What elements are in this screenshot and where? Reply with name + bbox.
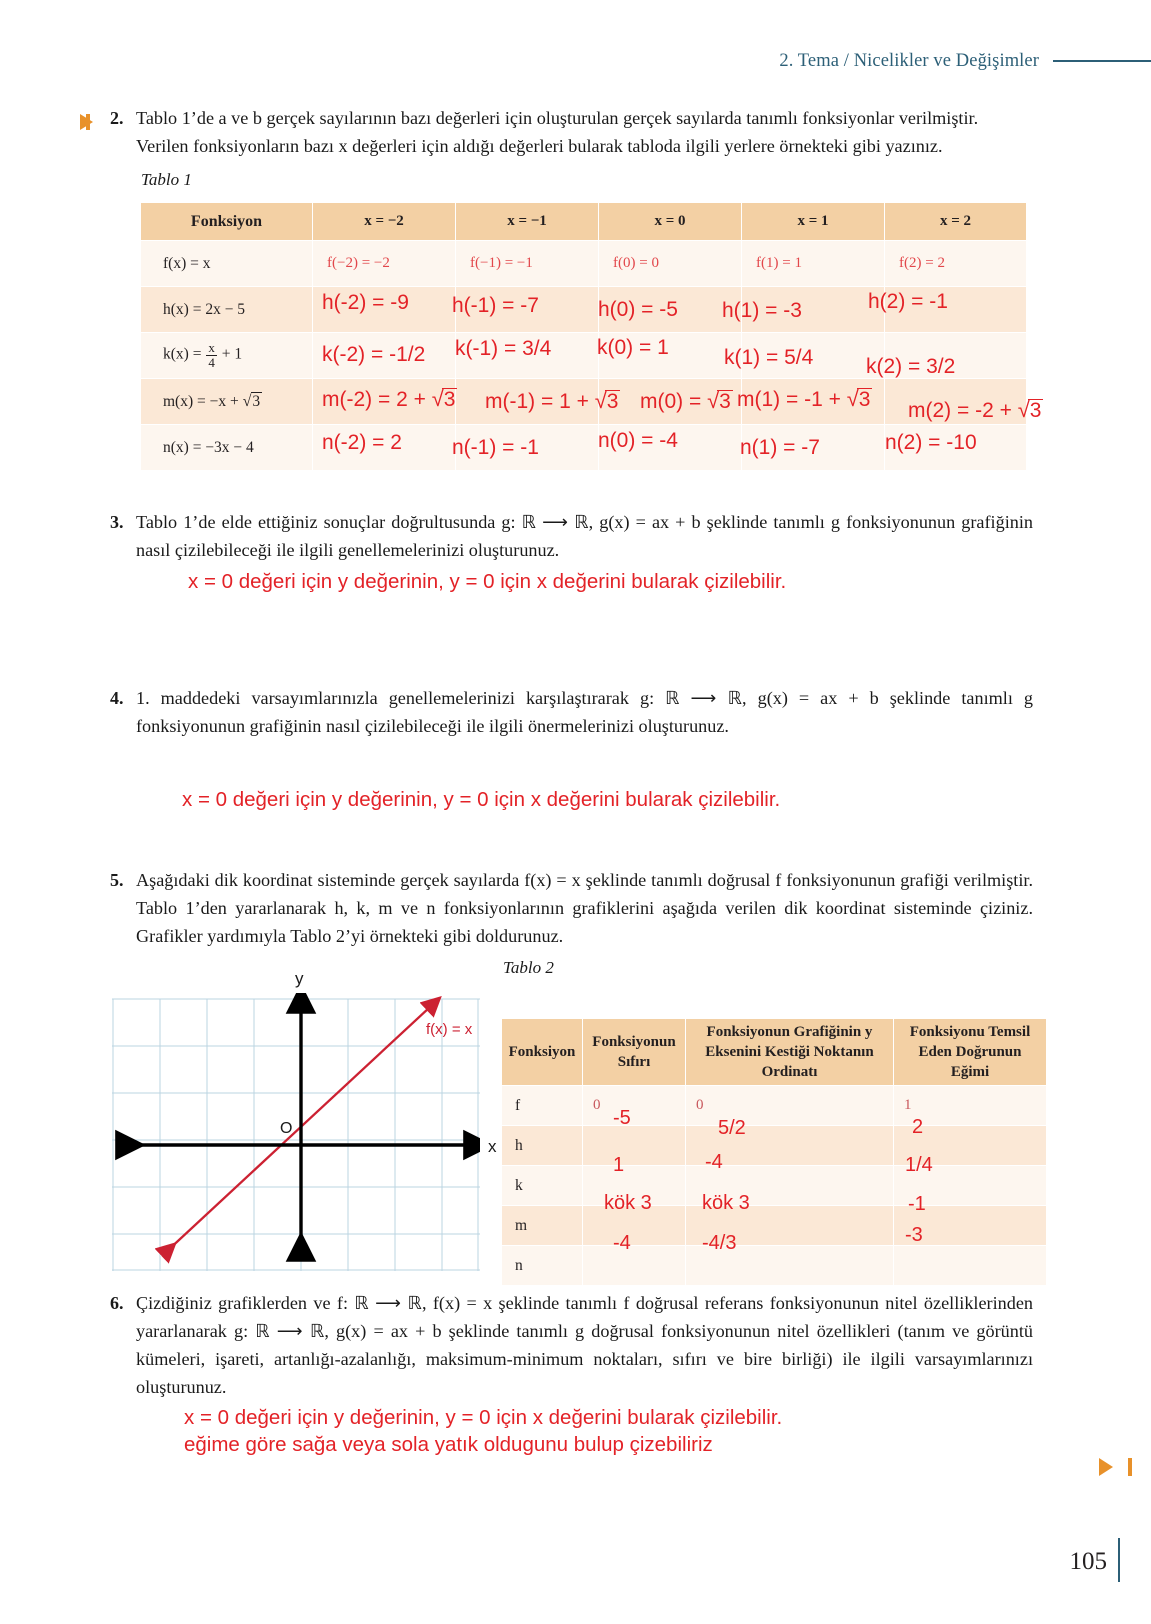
handwritten-t2-yint-m: kök 3: [702, 1192, 750, 1214]
handwritten-t2-slope-k: 1/4: [905, 1154, 933, 1176]
table2-slope-f: 1: [894, 1086, 1047, 1126]
question-2-line-2: Verilen fonksiyonların bazı x değerleri için aldığı değerleri bularak tabloda ilgili yerlere örnekteki gibi yazınız.: [136, 136, 943, 156]
table1-cell-f-xm1: f(−1) = −1: [456, 241, 599, 287]
bullet-marker-q2: [80, 114, 93, 130]
handwritten-n-x0: n(0) = -4: [598, 429, 678, 452]
table2-function-f: f: [502, 1086, 583, 1126]
table1-function-k: [141, 333, 313, 379]
table2-header-sifiri: Fonksiyonun Sıfırı: [583, 1019, 686, 1086]
table-row: [502, 1166, 1047, 1206]
table1-cell-f-x1: f(1) = 1: [742, 241, 885, 287]
question-2-line-1: Tablo 1’de a ve b gerçek sayılarının bazı değerleri için oluşturulan gerçek sayılarda tanımlı fonksiyonlar verilmiştir.: [136, 108, 979, 128]
page-number: 105: [1069, 1548, 1107, 1575]
table2-header-fonksiyon: Fonksiyon: [502, 1019, 583, 1086]
table1-function-k-suffix: + 1: [217, 346, 243, 364]
handwritten-h-xm2: h(-2) = -9: [322, 291, 409, 314]
answer-q6-line-2: eğime göre sağa veya sola yatık oldugunu bulup çizebiliriz: [184, 1433, 713, 1456]
table1-function-m-prefix: m(x) = −x +: [163, 393, 243, 410]
answer-q4: x = 0 değeri için y değerinin, y = 0 için x değerini bularak çizilebilir.: [182, 788, 781, 811]
grid-lines: [112, 999, 480, 1271]
table2-zero-h[interactable]: [583, 1126, 686, 1166]
question-5-text: Aşağıdaki dik koordinat sisteminde gerçek sayılarda f(x) = x şeklinde tanımlı doğrusal f fonksiyonunun grafiği verilmiştir. Tablo 1’den yararlanarak h, k, m ve n fonksiyonlarının grafiklerini aşağıda verilen dik koordinat sisteminde çiziniz. Grafikler yardımıyla Tablo 2’yi örnekteki gibi doldurunuz.: [136, 870, 1033, 946]
table-row: [502, 1086, 1047, 1126]
table1-caption: Tablo 1: [141, 170, 192, 189]
x-axis-label: x: [488, 1137, 497, 1156]
radical-sqrt3: √3: [1017, 397, 1042, 422]
table-row: [502, 1206, 1047, 1246]
table2-function-h: h: [502, 1126, 583, 1166]
radical-sqrt3: √3: [594, 388, 619, 413]
handwritten-t2-yint-k: -4: [705, 1151, 723, 1173]
table-row: [502, 1126, 1047, 1166]
handwritten-t2-slope-h: 2: [912, 1116, 924, 1138]
page-header-title: 2. Tema / Nicelikler ve Değişimler: [779, 50, 1039, 71]
handwritten-t2-zero-n: -4: [613, 1232, 631, 1254]
table2-header-row: [502, 1019, 1047, 1086]
handwritten-k-xm1: k(-1) = 3/4: [455, 337, 552, 360]
handwritten-k-x2: k(2) = 3/2: [866, 355, 956, 378]
table2-caption: Tablo 2: [503, 958, 554, 977]
handwritten-k-x1: k(1) = 5/4: [724, 346, 814, 369]
table1-function-f: f(x) = x: [141, 241, 313, 287]
fraction-x-over-4: [206, 341, 217, 369]
origin-label: O: [280, 1120, 293, 1137]
handwritten-h-xm1: h(-1) = -7: [452, 294, 539, 317]
table1-cell-f-x0: f(0) = 0: [599, 241, 742, 287]
table1-header-x-2: x = 2: [885, 203, 1027, 241]
handwritten-h-x2: h(2) = -1: [868, 290, 948, 313]
handwritten-t2-slope-n: -3: [905, 1224, 923, 1246]
radical-sign: √: [242, 393, 252, 410]
table-2: [501, 1018, 1047, 1286]
table1-header-x-1: x = 1: [742, 203, 885, 241]
page-number-rule: [1118, 1538, 1120, 1582]
table2-function-n: n: [502, 1246, 583, 1286]
handwritten-k-xm2: k(-2) = -1/2: [322, 343, 426, 366]
question-4: [110, 684, 1035, 740]
answer-q3: x = 0 değeri için y değerinin, y = 0 için x değerini bularak çizilebilir.: [188, 570, 787, 593]
handwritten-m-xm2: m(-2) = 2 + √3: [322, 386, 456, 411]
question-6: [110, 1289, 1035, 1401]
handwritten-k-x0: k(0) = 1: [597, 336, 669, 359]
handwritten-n-xm1: n(-1) = -1: [452, 436, 539, 459]
next-page-marker[interactable]: [1099, 1458, 1113, 1476]
question-4-text: 1. maddedeki varsayımlarınızla genellemelerinizi karşılaştırarak g: ℝ ⟶ ℝ, g(x) = ax + b şeklinde tanımlı g fonksiyonunun grafiğinin nasıl çizilebileceği ile ilgili önermelerinizi oluşturunuz.: [136, 688, 1033, 736]
handwritten-m-x0: m(0) = √3: [640, 388, 731, 413]
radical-sqrt3: √3: [431, 386, 456, 411]
handwritten-t2-zero-m: kök 3: [604, 1192, 652, 1214]
table1-function-k-prefix: k(x) =: [163, 346, 206, 364]
handwritten-h-x0: h(0) = -5: [598, 298, 678, 321]
handwritten-m-xm1: m(-1) = 1 + √3: [485, 388, 619, 413]
table2-function-k: k: [502, 1166, 583, 1206]
table2-zero-f: 0: [583, 1086, 686, 1126]
table1-header-row: [141, 203, 1027, 241]
table2-function-m: m: [502, 1206, 583, 1246]
header-rule: [1053, 60, 1151, 62]
function-line-fx: [165, 1007, 430, 1253]
square-root-symbol: [243, 392, 263, 411]
coordinate-graph: [112, 969, 497, 1271]
table1-header-x-0: x = 0: [599, 203, 742, 241]
table2-header-egim: Fonksiyonu Temsil Eden Doğrunun Eğimi: [894, 1019, 1047, 1086]
question-6-number: 6.: [110, 1293, 124, 1313]
y-axis-label: y: [295, 969, 304, 988]
answer-q6-line-1: x = 0 değeri için y değerinin, y = 0 için x değerini bularak çizilebilir.: [184, 1406, 783, 1429]
question-2-body: [136, 104, 1031, 160]
table2-slope-n[interactable]: [894, 1246, 1047, 1286]
question-2: [110, 104, 1035, 160]
question-5: [110, 866, 1035, 950]
table2-header-ordinat: Fonksiyonun Grafiğinin y Eksenini Kestiği Noktanın Ordinatı: [686, 1019, 894, 1086]
handwritten-m-x2: m(2) = -2 + √3: [908, 397, 1042, 422]
table-row: [502, 1246, 1047, 1286]
handwritten-n-x1: n(1) = -7: [740, 436, 820, 459]
table-row: [141, 241, 1027, 287]
handwritten-t2-zero-h: -5: [613, 1107, 631, 1129]
handwritten-h-x1: h(1) = -3: [722, 299, 802, 322]
fraction-numerator: x: [208, 340, 215, 356]
coordinate-graph-svg: [112, 993, 480, 1271]
handwritten-t2-yint-n: -4/3: [702, 1232, 737, 1254]
table1-header-x-minus-2: x = −2: [313, 203, 456, 241]
question-3: [110, 508, 1035, 564]
page-header: [0, 44, 1151, 78]
table1-header-fonksiyon: Fonksiyon: [141, 203, 313, 241]
question-4-number: 4.: [110, 688, 124, 708]
handwritten-t2-slope-m: -1: [908, 1193, 926, 1215]
handwritten-t2-zero-k: 1: [613, 1154, 625, 1176]
table1-function-m: [141, 379, 313, 425]
table1-header-x-minus-1: x = −1: [456, 203, 599, 241]
table2-yint-f: 0: [686, 1086, 894, 1126]
handwritten-n-xm2: n(-2) = 2: [322, 431, 402, 454]
radical-sqrt3: √3: [846, 386, 871, 411]
table1-cell-f-x2: f(2) = 2: [885, 241, 1027, 287]
table1-cell-f-xm2: f(−2) = −2: [313, 241, 456, 287]
question-2-number: 2.: [110, 108, 124, 128]
question-3-text: Tablo 1’de elde ettiğiniz sonuçlar doğrultusunda g: ℝ ⟶ ℝ, g(x) = ax + b şeklinde tanımlı g fonksiyonunun grafiğinin nasıl çizilebileceği ile ilgili genellemelerinizi oluşturunuz.: [136, 512, 1033, 560]
radicand: 3: [252, 393, 261, 410]
question-5-number: 5.: [110, 870, 124, 890]
handwritten-n-x2: n(2) = -10: [885, 431, 977, 454]
table1-function-h: h(x) = 2x − 5: [141, 287, 313, 333]
question-6-text: Çizdiğiniz grafiklerden ve f: ℝ ⟶ ℝ, f(x) = x şeklinde tanımlı f doğrusal referans fonksiyonunun nitel özelliklerinden yararlanarak g: ℝ ⟶ ℝ, g(x) = ax + b şeklinde tanımlı g doğrusal fonksiyonunun nitel özellikleri (tanım ve görüntü kümeleri, işareti, artanlığı-azalanlığı, maksimum-minimum noktaları, sıfırı ve bire birliği) ile ilgili varsayımlarınızı oluşturunuz.: [136, 1293, 1033, 1397]
handwritten-t2-yint-h: 5/2: [718, 1117, 746, 1139]
handwritten-m-x1: m(1) = -1 + √3: [737, 386, 871, 411]
question-3-number: 3.: [110, 512, 124, 532]
table1-function-n: n(x) = −3x − 4: [141, 425, 313, 471]
radical-sqrt3: √3: [707, 388, 731, 413]
fraction-denominator: 4: [208, 355, 215, 370]
table2-zero-n[interactable]: [583, 1246, 686, 1286]
function-line-label: f(x) = x: [426, 1021, 473, 1038]
